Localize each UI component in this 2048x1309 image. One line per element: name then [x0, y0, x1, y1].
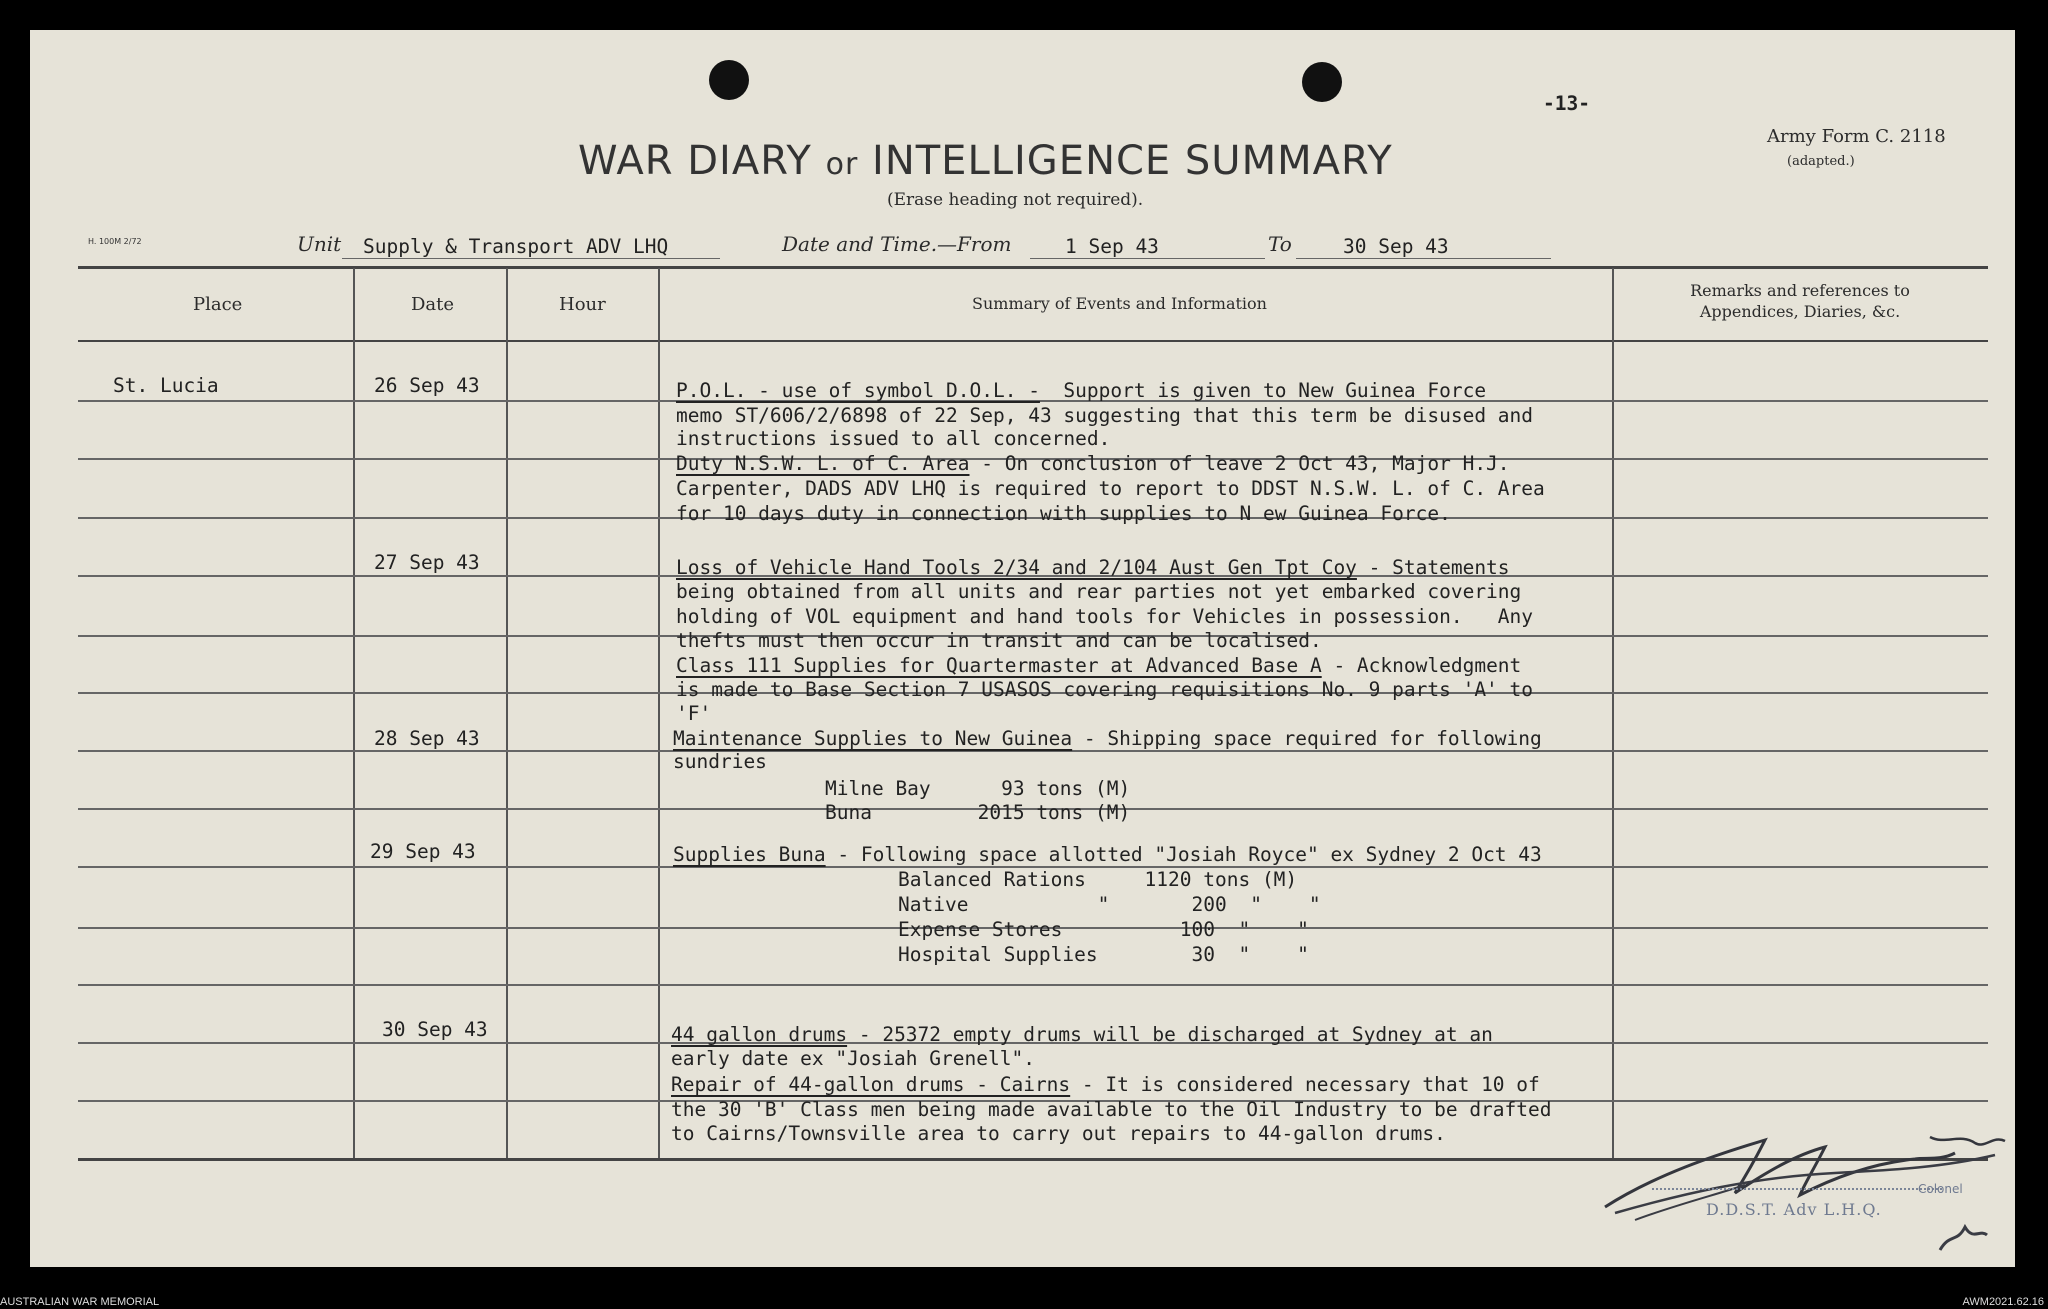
- summary-line: for 10 days duty in connection with supplies to N ew Guinea Force.: [676, 502, 1451, 525]
- column-header-summary: Summary of Events and Information: [972, 294, 1267, 313]
- summary-line: sundries: [673, 750, 767, 773]
- row-rule: [78, 750, 1988, 752]
- header-bottom-rule: [78, 340, 1988, 342]
- from-dotted-line: [1030, 258, 1265, 259]
- tonnage-line: Expense Stores 100 " ": [898, 918, 1309, 941]
- summary-line: the 30 'B' Class men being made available to the Oil Industry to be drafted: [671, 1098, 1552, 1121]
- date-cell: 30 Sep 43: [382, 1018, 488, 1041]
- summary-line: to Cairns/Townsville area to carry out repairs to 44-gallon drums.: [671, 1122, 1446, 1145]
- column-header-remarks: Remarks and references to Appendices, Diaries, &c.: [1690, 281, 1910, 321]
- column-divider: [1612, 268, 1614, 1158]
- unit-value: Supply & Transport ADV LHQ: [363, 235, 669, 258]
- footer-reference: AWM2021.62.16: [1962, 1296, 2044, 1308]
- column-divider: [658, 268, 660, 1158]
- entry-44-gallon-drums: 44 gallon drums - 25372 empty drums will be discharged at Sydney at an: [671, 1023, 1493, 1046]
- to-dotted-line: [1296, 258, 1551, 259]
- column-header-date: Date: [411, 294, 455, 315]
- place-cell: St. Lucia: [113, 374, 219, 397]
- erase-note: (Erase heading not required).: [887, 190, 1144, 210]
- signature-line: [1652, 1188, 1942, 1190]
- column-header-place: Place: [193, 294, 243, 315]
- rank-stamp: Colonel: [1918, 1182, 1963, 1196]
- table-top-rule: [78, 266, 1988, 269]
- entry-repair-drums: Repair of 44-gallon drums - Cairns - It is considered necessary that 10 of: [671, 1073, 1540, 1096]
- punch-hole: [709, 60, 749, 100]
- entry-supplies-buna: Supplies Buna - Following space allotted "Josiah Royce" ex Sydney 2 Oct 43: [673, 843, 1542, 866]
- entry-class-111: Class 111 Supplies for Quartermaster at Advanced Base A - Acknowledgment: [676, 654, 1522, 677]
- column-divider: [353, 268, 355, 1158]
- entry-maintenance-supplies: Maintenance Supplies to New Guinea - Shipping space required for following: [673, 727, 1542, 750]
- summary-line: 'F': [676, 702, 712, 725]
- summary-line: is made to Base Section 7 USASOS covering requisitions No. 9 parts 'A' to: [676, 678, 1534, 701]
- entry-pol-symbol: P.O.L. - use of symbol D.O.L. - Support is given to New Guinea Force: [676, 379, 1487, 402]
- tonnage-line: Buna 2015 tons (M): [825, 801, 1131, 824]
- date-to-label: To: [1268, 232, 1292, 256]
- date-to-value: 30 Sep 43: [1343, 235, 1449, 258]
- date-cell: 28 Sep 43: [374, 727, 480, 750]
- position-stamp: D.D.S.T. Adv L.H.Q.: [1706, 1200, 1882, 1219]
- tonnage-line: Balanced Rations 1120 tons (M): [898, 868, 1298, 891]
- page-number: -13-: [1543, 92, 1590, 115]
- tonnage-line: Hospital Supplies 30 " ": [898, 943, 1309, 966]
- page-title: WAR DIARY or INTELLIGENCE SUMMARY: [578, 138, 1393, 184]
- date-cell: 26 Sep 43: [374, 374, 480, 397]
- unit-label: Unit: [297, 232, 342, 256]
- summary-line: early date ex "Josiah Grenell".: [671, 1047, 1035, 1070]
- adapted-label: (adapted.): [1787, 154, 1855, 169]
- summary-line: holding of VOL equipment and hand tools for Vehicles in possession. Any: [676, 605, 1534, 628]
- form-reference: H. 100M 2/72: [88, 237, 142, 246]
- summary-line: thefts must then occur in transit and can be localised.: [676, 629, 1322, 652]
- date-cell: 27 Sep 43: [374, 551, 480, 574]
- footer-source: AUSTRALIAN WAR MEMORIAL: [0, 1296, 160, 1308]
- tonnage-line: Milne Bay 93 tons (M): [825, 777, 1131, 800]
- row-rule: [78, 984, 1988, 986]
- date-from-value: 1 Sep 43: [1065, 235, 1159, 258]
- summary-line: instructions issued to all concerned.: [676, 427, 1111, 450]
- diary-page: [30, 30, 2015, 1267]
- unit-dotted-line: [342, 258, 720, 259]
- date-cell: 29 Sep 43: [370, 840, 476, 863]
- summary-line: memo ST/606/2/6898 of 22 Sep, 43 suggesting that this term be disused and: [676, 404, 1534, 427]
- column-divider: [506, 268, 508, 1158]
- army-form-label: Army Form C. 2118: [1767, 126, 1946, 147]
- punch-hole: [1302, 62, 1342, 102]
- summary-line: being obtained from all units and rear parties not yet embarked covering: [676, 580, 1522, 603]
- date-from-label: Date and Time.—From: [782, 232, 1012, 256]
- summary-line: Carpenter, DADS ADV LHQ is required to report to DDST N.S.W. L. of C. Area: [676, 477, 1545, 500]
- entry-duty-nsw: Duty N.S.W. L. of C. Area - On conclusion of leave 2 Oct 43, Major H.J.: [676, 452, 1510, 475]
- entry-vehicle-tools: Loss of Vehicle Hand Tools 2/34 and 2/104 Aust Gen Tpt Coy - Statements: [676, 556, 1510, 579]
- tonnage-line: Native " 200 " ": [898, 893, 1321, 916]
- column-header-hour: Hour: [559, 294, 606, 315]
